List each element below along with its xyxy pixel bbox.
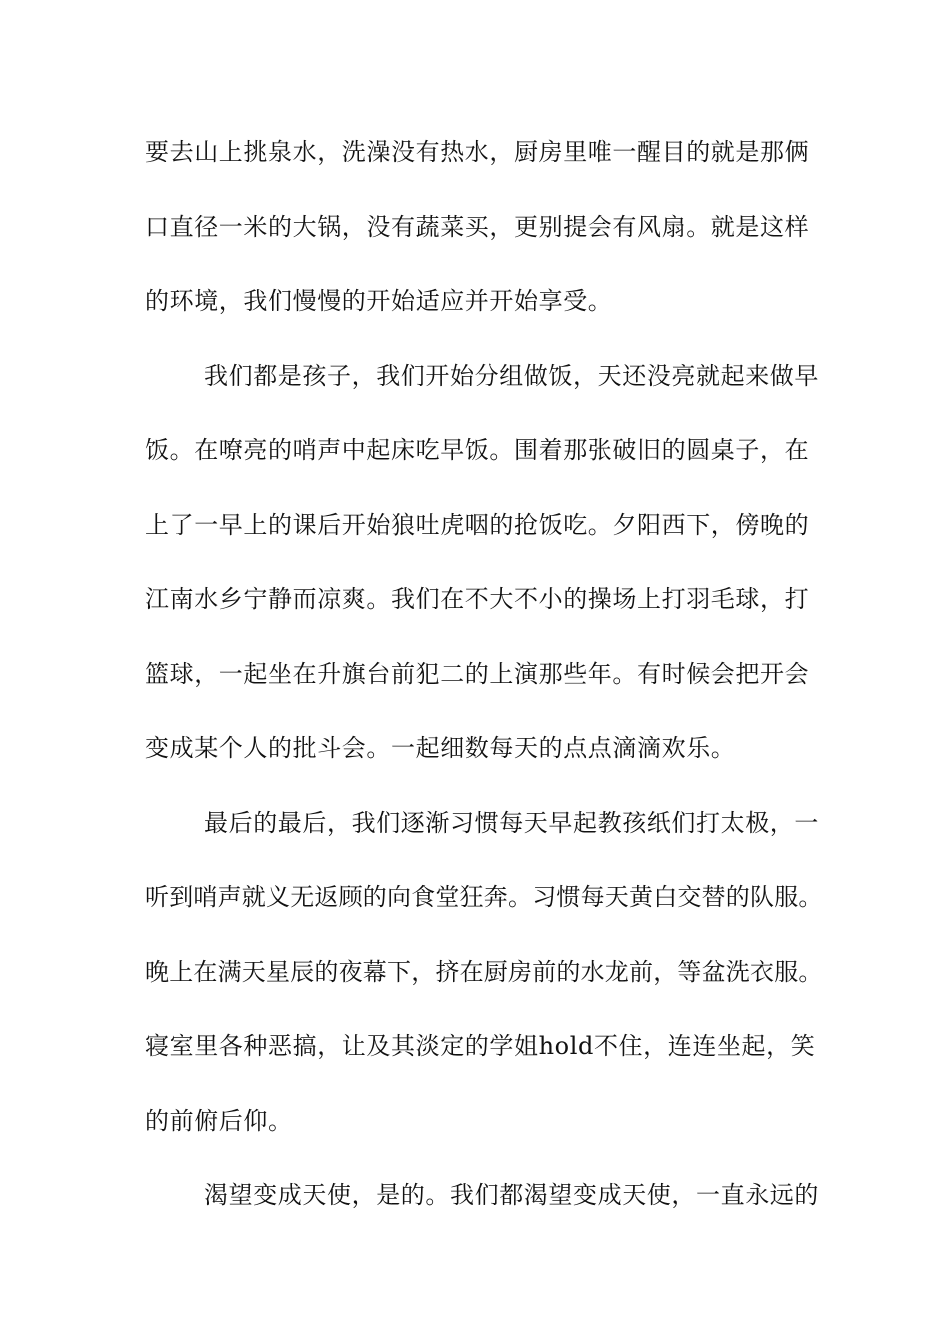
text-line: 寝室里各种恶搞，让及其淡定的学姐hold不住，连连坐起，笑 — [145, 1032, 816, 1060]
text-line: 篮球，一起坐在升旗台前犯二的上演那些年。有时候会把开会 — [145, 659, 810, 688]
text-line: 口直径一米的大锅，没有蔬菜买，更别提会有风扇。就是这样 — [145, 212, 810, 241]
document-body — [145, 130, 825, 1248]
text-line: 江南水乡宁静而凉爽。我们在不大不小的操场上打羽毛球，打 — [145, 585, 810, 613]
text-line: 晚上在满天星辰的夜幕下，挤在厨房前的水龙前，等盆洗衣服。 — [145, 957, 823, 986]
paragraph-start-line: 渴望变成天使，是的。我们都渴望变成天使，一直永远的 — [204, 1181, 819, 1209]
paragraph-start-line: 最后的最后，我们逐渐习惯每天早起教孩纸们打太极，一 — [204, 808, 819, 837]
text-line: 的前俯后仰。 — [145, 1106, 293, 1135]
paragraph-start-line: 我们都是孩子，我们开始分组做饭，天还没亮就起来做早 — [204, 361, 819, 390]
text-line: 要去山上挑泉水，洗澡没有热水，厨房里唯一醒目的就是那俩 — [145, 138, 810, 166]
text-line: 听到哨声就义无返顾的向食堂狂奔。习惯每天黄白交替的队服。 — [145, 883, 823, 911]
text-line: 的环境，我们慢慢的开始适应并开始享受。 — [145, 287, 613, 315]
text-line: 饭。在嘹亮的哨声中起床吃早饭。围着那张破旧的圆桌子，在 — [145, 436, 810, 464]
text-line: 上了一早上的课后开始狼吐虎咽的抢饭吃。夕阳西下，傍晚的 — [145, 510, 810, 539]
text-line: 变成某个人的批斗会。一起细数每天的点点滴滴欢乐。 — [145, 734, 736, 762]
